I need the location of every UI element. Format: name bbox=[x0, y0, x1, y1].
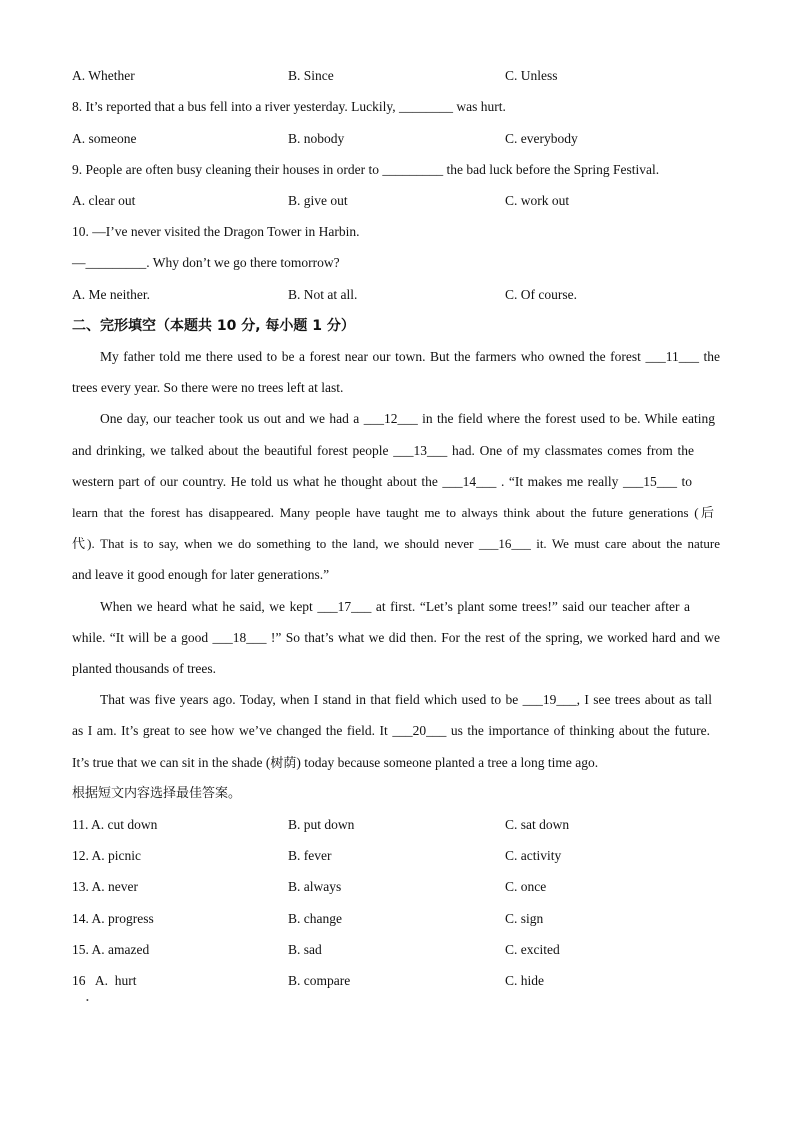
blank-12: ___12___ bbox=[363, 411, 418, 426]
q11-option-b: B. put down bbox=[288, 817, 355, 832]
passage-text: , I see trees about as tall bbox=[576, 692, 712, 707]
q8-option-b: B. nobody bbox=[288, 131, 345, 146]
passage-text: it. We must care about the nature bbox=[530, 536, 720, 551]
passage-p4-line3 bbox=[72, 754, 720, 773]
passage-text: One day, our teacher took us out and we had a bbox=[100, 411, 364, 426]
passage-text: When we heard what he said, we kept bbox=[100, 599, 318, 614]
passage-p2-line2 bbox=[72, 442, 694, 460]
q7-option-b: B. Since bbox=[288, 68, 334, 83]
blank-16: ___16___ bbox=[478, 536, 531, 551]
q14-option-b: B. change bbox=[288, 911, 342, 926]
q8-text: 8. It’s reported that a bus fell into a river yesterday. Luckily, bbox=[72, 99, 400, 114]
q16-option-a: 16 A. hurt bbox=[72, 973, 137, 988]
passage-text: !” So that’s what we did then. For the rest of the spring, we worked hard and we bbox=[266, 630, 720, 645]
q10-text-after: . Why don’t we go there tomorrow? bbox=[146, 255, 340, 270]
q8-text-after: was hurt. bbox=[453, 99, 506, 114]
q15-option-a: 15. A. amazed bbox=[72, 942, 150, 957]
q16-option-b: B. compare bbox=[288, 973, 351, 988]
q12-option-b: B. fever bbox=[288, 848, 332, 863]
passage-p2-line5 bbox=[72, 535, 720, 554]
passage-text: My father told me there used to be a forest near our town. But the farmers who owned the forest bbox=[100, 349, 646, 364]
blank-17: ___17___ bbox=[317, 599, 372, 614]
q8-option-c: C. everybody bbox=[505, 131, 578, 146]
blank-18: ___18___ bbox=[212, 630, 267, 645]
passage-text: . “It makes me really bbox=[496, 474, 623, 489]
passage-p3-line1 bbox=[100, 598, 690, 616]
q10-option-a: A. Me neither. bbox=[72, 287, 150, 302]
stray-dot-mark: • bbox=[86, 996, 89, 1005]
passage-text: It’s true that we can sit in the shade ( bbox=[72, 755, 271, 770]
passage-text: western part of our country. He told us what he thought about the bbox=[72, 474, 443, 489]
passage-text: and drinking, we talked about the beautiful forest people bbox=[72, 443, 394, 458]
blank-15: ___15___ bbox=[622, 474, 677, 489]
passage-text: ). That is to say, when we do something to the land, we should never bbox=[87, 536, 479, 551]
passage-text: in the field where the forest used to be. While eating bbox=[417, 411, 715, 426]
q11-option-c: C. sat down bbox=[505, 817, 570, 832]
passage-p1-line2: trees every year. So there were no trees left at last. bbox=[72, 380, 344, 395]
q15-option-c: C. excited bbox=[505, 942, 560, 957]
q12-option-a: 12. A. picnic bbox=[72, 848, 141, 863]
q9-option-b: B. give out bbox=[288, 193, 348, 208]
passage-p3-line3: planted thousands of trees. bbox=[72, 661, 216, 676]
q12-option-c: C. activity bbox=[505, 848, 562, 863]
q14-option-c: C. sign bbox=[505, 911, 544, 926]
q9-option-c: C. work out bbox=[505, 193, 570, 208]
passage-cjk: 后 bbox=[698, 506, 714, 521]
q14-option-a: 14. A. progress bbox=[72, 911, 154, 926]
blank-13: ___13___ bbox=[393, 443, 448, 458]
question-10-line1: 10. —I’ve never visited the Dragon Tower in Harbin. bbox=[72, 224, 360, 239]
blank-14: ___14___ bbox=[442, 474, 497, 489]
passage-text: as I am. It’s great to see how we’ve changed the field. It bbox=[72, 723, 393, 738]
q15-option-b: B. sad bbox=[288, 942, 322, 957]
q8-option-a: A. someone bbox=[72, 131, 137, 146]
blank-20: ___20___ bbox=[392, 723, 447, 738]
passage-p4-line1 bbox=[100, 691, 712, 709]
question-9 bbox=[72, 161, 659, 179]
q10-blank: _________ bbox=[85, 255, 147, 270]
passage-p4-line2 bbox=[72, 722, 710, 740]
passage-text: That was five years ago. Today, when I stand in that field which used to be bbox=[100, 692, 523, 707]
question-8 bbox=[72, 98, 506, 116]
q8-blank: ________ bbox=[399, 99, 454, 114]
q11-option-a: 11. A. cut down bbox=[72, 817, 158, 832]
passage-text: had. One of my classmates comes from the bbox=[447, 443, 694, 458]
q13-option-b: B. always bbox=[288, 879, 342, 894]
q13-option-c: C. once bbox=[505, 879, 547, 894]
q10-dash: — bbox=[72, 255, 86, 270]
passage-cjk: 代 bbox=[72, 537, 88, 552]
passage-p1-line1 bbox=[100, 348, 720, 366]
q10-option-c: C. Of course. bbox=[505, 287, 577, 302]
q9-blank: _________ bbox=[382, 162, 444, 177]
q13-option-a: 13. A. never bbox=[72, 879, 138, 894]
passage-cjk: 树荫 bbox=[270, 756, 297, 771]
passage-p3-line2 bbox=[72, 629, 720, 647]
passage-text: at first. “Let’s plant some trees!” said our teacher after a bbox=[371, 599, 691, 614]
passage-text: to bbox=[676, 474, 692, 489]
q9-option-a: A. clear out bbox=[72, 193, 136, 208]
passage-p2-line1 bbox=[100, 410, 715, 428]
passage-p2-line3 bbox=[72, 473, 692, 491]
section-heading: 二、完形填空（本题共 10 分, 每小题 1 分） bbox=[72, 318, 355, 334]
passage-text: us the importance of thinking about the future. bbox=[446, 723, 711, 738]
passage-text: the bbox=[698, 349, 720, 364]
passage-text: ) today because someone planted a tree a long time ago. bbox=[296, 755, 599, 770]
q9-text: 9. People are often busy cleaning their houses in order to bbox=[72, 162, 383, 177]
blank-11: ___11___ bbox=[645, 349, 699, 364]
q16-option-c: C. hide bbox=[505, 973, 544, 988]
q9-text-after: the bad luck before the Spring Festival. bbox=[443, 162, 660, 177]
q7-option-c: C. Unless bbox=[505, 68, 558, 83]
q7-option-a: A. Whether bbox=[72, 68, 135, 83]
passage-p2-line6: and leave it good enough for later generations.” bbox=[72, 567, 330, 582]
passage-text: while. “It will be a good bbox=[72, 630, 213, 645]
passage-p2-line4 bbox=[72, 504, 714, 523]
blank-19: ___19___ bbox=[522, 692, 577, 707]
passage-text: learn that the forest has disappeared. Many people have taught me to always think about the future generations ( bbox=[72, 505, 699, 520]
question-10-line2 bbox=[72, 254, 340, 272]
q10-option-b: B. Not at all. bbox=[288, 287, 358, 302]
instruction: 根据短文内容选择最佳答案。 bbox=[72, 786, 242, 801]
